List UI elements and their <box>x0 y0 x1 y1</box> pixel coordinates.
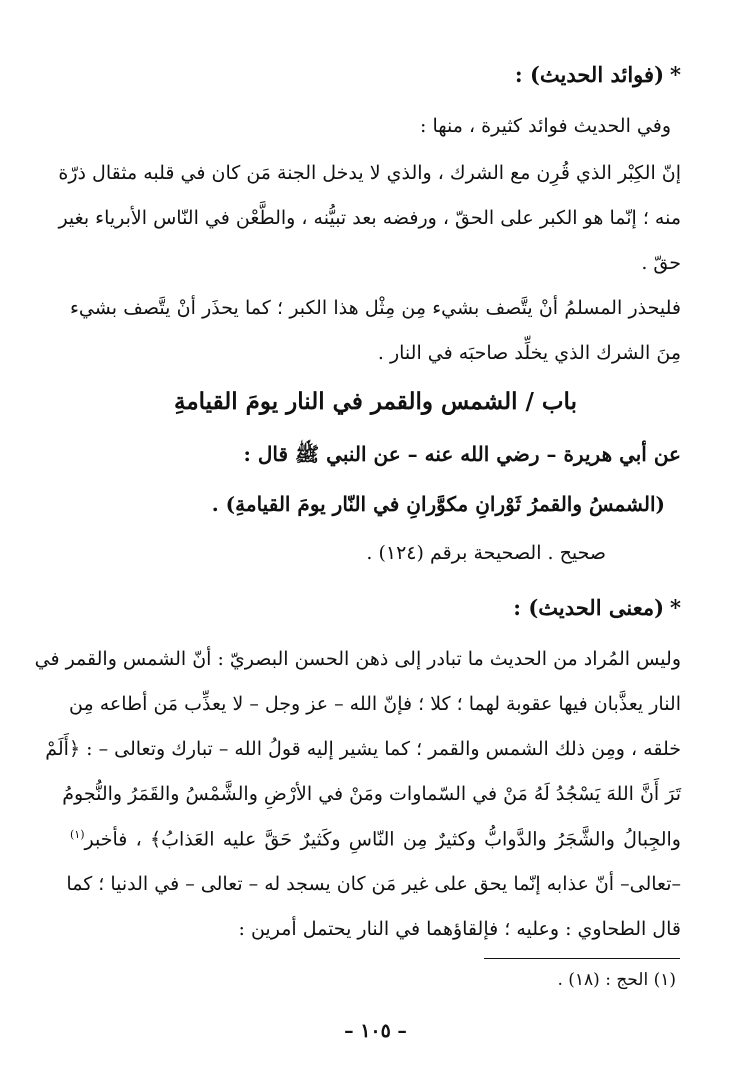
meaning-heading <box>513 595 681 620</box>
paragraph-line: منه ؛ إنّما هو الكبر على الحقّ ، ورفضه بعد تبيُّنه ، والطَّعْن في النّاس الأبرياء بغير <box>58 207 681 229</box>
paragraph-line <box>70 828 681 850</box>
paragraph-line-text: والجِبالُ والشَّجَرُ والدَّوابُّ وكثيرٌ مِن النّاسِ وكَثيرٌ حَقَّ عليه العَذابُ﴾ ، فأخبر <box>84 828 681 851</box>
paragraph-line: حقّ . <box>641 252 681 274</box>
asterisk-icon: * <box>670 62 681 87</box>
paragraph-line: مِنَ الشرك الذي يخلِّد صاحبَه في النار . <box>377 342 681 364</box>
page-number: – ١٠٥ – <box>344 1020 407 1042</box>
paragraph-line: تَرَ أَنَّ اللهَ يَسْجُدُ لَهُ مَنْ في السّماوات ومَنْ في الأرْضِ والشَّمْسُ والقَمَرُ والنُّجومُ <box>62 783 681 805</box>
chapter-title: باب / الشمس والقمر في النار يومَ القيامةِ <box>174 388 577 415</box>
benefits-heading-text: (فوائد الحديث) : <box>514 62 665 87</box>
paragraph-line: وليس المُراد من الحديث ما تبادر إلى ذهن الحسن البصريّ : أنّ الشمس والقمر في <box>34 648 681 670</box>
meaning-heading-text: (معنى الحديث) : <box>513 595 665 620</box>
paragraph-line: –تعالى– أنّ عذابه إنّما يحق على غير مَن كان يسجد له – تعالى – في الدنيا ؛ كما <box>66 873 681 895</box>
paragraph-line: النار يعذَّبان فيها عقوبة لهما ؛ كلا ؛ فإنّ الله – عز وجل – لا يعذِّب مَن أطاعه مِن <box>69 693 681 715</box>
hadith-narration: عن أبي هريرة – رضي الله عنه – عن النبي ﷺ قال : <box>243 442 681 466</box>
asterisk-icon: * <box>670 595 681 620</box>
paragraph-line: فليحذر المسلمُ أنْ يتَّصف بشيء مِن مِثْل هذا الكبر ؛ كما يحذَر أنْ يتَّصف بشيء <box>70 297 681 319</box>
footnote: (١) الحج : (١٨) . <box>557 970 676 990</box>
paragraph-line: خلقه ، ومِن ذلك الشمس والقمر ؛ كما يشير إليه قولُ الله – تبارك وتعالى – : ﴿أَلَمْ <box>45 738 681 760</box>
footnote-reference: (١) <box>70 828 85 841</box>
hadith-text: (الشمسُ والقمرُ ثَوْرانِ مكوَّرانِ في النّار يومَ القيامةِ) . <box>211 492 665 516</box>
paragraph-line: إنّ الكِبْر الذي قُرِن مع الشرك ، والذي لا يدخل الجنة مَن كان في قلبه مثقال ذرّة <box>58 162 681 184</box>
paragraph-line: قال الطحاوي : وعليه ؛ فإلقاؤهما في النار يحتمل أمرين : <box>238 918 681 940</box>
benefits-intro: وفي الحديث فوائد كثيرة ، منها : <box>420 115 671 137</box>
benefits-heading <box>515 62 681 87</box>
footnote-divider <box>484 958 680 959</box>
hadith-grading: صحيح . الصحيحة برقم (١٢٤) . <box>366 542 606 564</box>
